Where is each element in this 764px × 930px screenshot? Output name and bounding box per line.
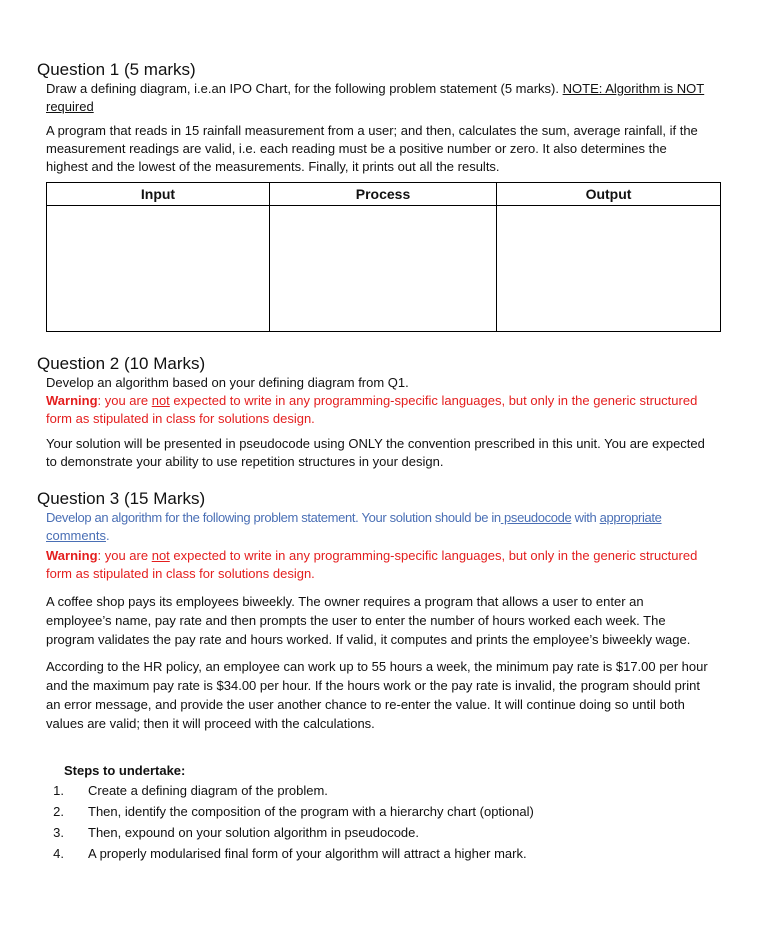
q3-para1-line-2: employee’s name, pay rate and then prompts the user to enter the number of hours worked each week. The [46,613,666,628]
ipo-header-process: Process [270,183,497,206]
q3-warning-text-b: expected to write in any programming-specific languages, but only in the generic structured [169,548,698,563]
question-2-title: Question 2 (10 Marks) [37,354,206,373]
q1-instruction [46,80,736,99]
list-item [46,822,726,843]
question-3-title: Question 3 (15 Marks) [37,489,206,508]
ipo-output-cell[interactable] [497,206,721,332]
step-text: A properly modularised final form of your algorithm will attract a higher mark. [88,846,527,861]
ipo-chart-table [46,182,721,332]
step-number: 1. [53,783,64,798]
q1-problem-line-2: measurement readings are valid, i.e. each reading must be a positive number or zero. It also determines the [46,141,667,156]
q1-required: required [46,99,94,114]
q3-develop-line [46,509,736,528]
q3-appropriate: appropriate [599,510,662,525]
q1-problem-line-3: highest and the lowest of the measurements. Finally, it prints out all the results. [46,159,500,174]
steps-list [46,780,726,864]
ipo-body-row [47,206,721,332]
q3-pseudocode: pseudocode [500,510,572,525]
q2-solution-line-1: Your solution will be presented in pseudocode using ONLY the convention prescribed in this unit. You are expected [46,436,705,451]
steps-title: Steps to undertake: [64,763,186,778]
q3-para1-line-1: A coffee shop pays its employees biweekly. The owner requires a program that allows a user to enter an [46,594,644,609]
q2-solution-line-2: to demonstrate your ability to use repetition structures in your design. [46,454,444,469]
q2-develop-line: Develop an algorithm based on your defining diagram from Q1. [46,375,409,390]
step-text: Create a defining diagram of the problem. [88,783,328,798]
q3-warning-not: not [151,548,170,563]
q3-warning [46,547,736,566]
ipo-header-output: Output [497,183,721,206]
ipo-header-input: Input [47,183,270,206]
ipo-input-cell[interactable] [47,206,270,332]
step-number: 3. [53,825,64,840]
q1-instruction-text: Draw a defining diagram, i.e.an IPO Chart, for the following problem statement (5 marks). [46,81,563,96]
q2-warning-text-b: expected to write in any programming-specific languages, but only in the generic structured [169,393,698,408]
q3-comments: comments [46,528,106,543]
list-item [46,780,726,801]
q3-para2-line-3: an error message, and provide the user another chance to re-enter the value. It will continue doing so until both [46,697,685,712]
question-1-title: Question 1 (5 marks) [37,60,196,79]
ipo-process-cell[interactable] [270,206,497,332]
q2-warning-not: not [151,393,170,408]
step-number: 2. [53,804,64,819]
step-text: Then, identify the composition of the program with a hierarchy chart (optional) [88,804,534,819]
step-number: 4. [53,846,64,861]
q3-warning-label: Warning [46,548,98,563]
q3-para2-line-2: and the maximum pay rate is $34.00 per hour. If the hours work or the pay rate is invalid, the program should print [46,678,700,693]
q3-para1-line-3: program validates the pay rate and hours worked. If valid, it computes and prints the employee’s biweekly wage. [46,632,691,647]
ipo-header-row [47,183,721,206]
step-text: Then, expound on your solution algorithm in pseudocode. [88,825,419,840]
q2-warning-line-2: form as stipulated in class for solutions design. [46,411,315,426]
q3-warning-line-2: form as stipulated in class for solutions design. [46,566,315,581]
q3-develop-text: Develop an algorithm for the following problem statement. Your solution should be in [46,510,501,525]
q3-comments-dot: . [105,528,110,543]
q3-comments-line [46,527,736,546]
q3-para2-line-1: According to the HR policy, an employee can work up to 55 hours a week, the minimum pay rate is $17.00 per hour [46,659,708,674]
q2-warning-label: Warning [46,393,98,408]
q3-with: with [571,510,600,525]
q1-note: NOTE: Algorithm is NOT [562,81,705,96]
q3-para2-line-4: values are valid; then it will proceed with the calculations. [46,716,375,731]
q2-warning-text-a: : you are [97,393,152,408]
q1-problem-line-1: A program that reads in 15 rainfall measurement from a user; and then, calculates the sum, average rainfall, if the [46,123,698,138]
list-item [46,801,726,822]
q3-warning-text-a: : you are [97,548,152,563]
q2-warning [46,392,736,411]
list-item [46,843,726,864]
